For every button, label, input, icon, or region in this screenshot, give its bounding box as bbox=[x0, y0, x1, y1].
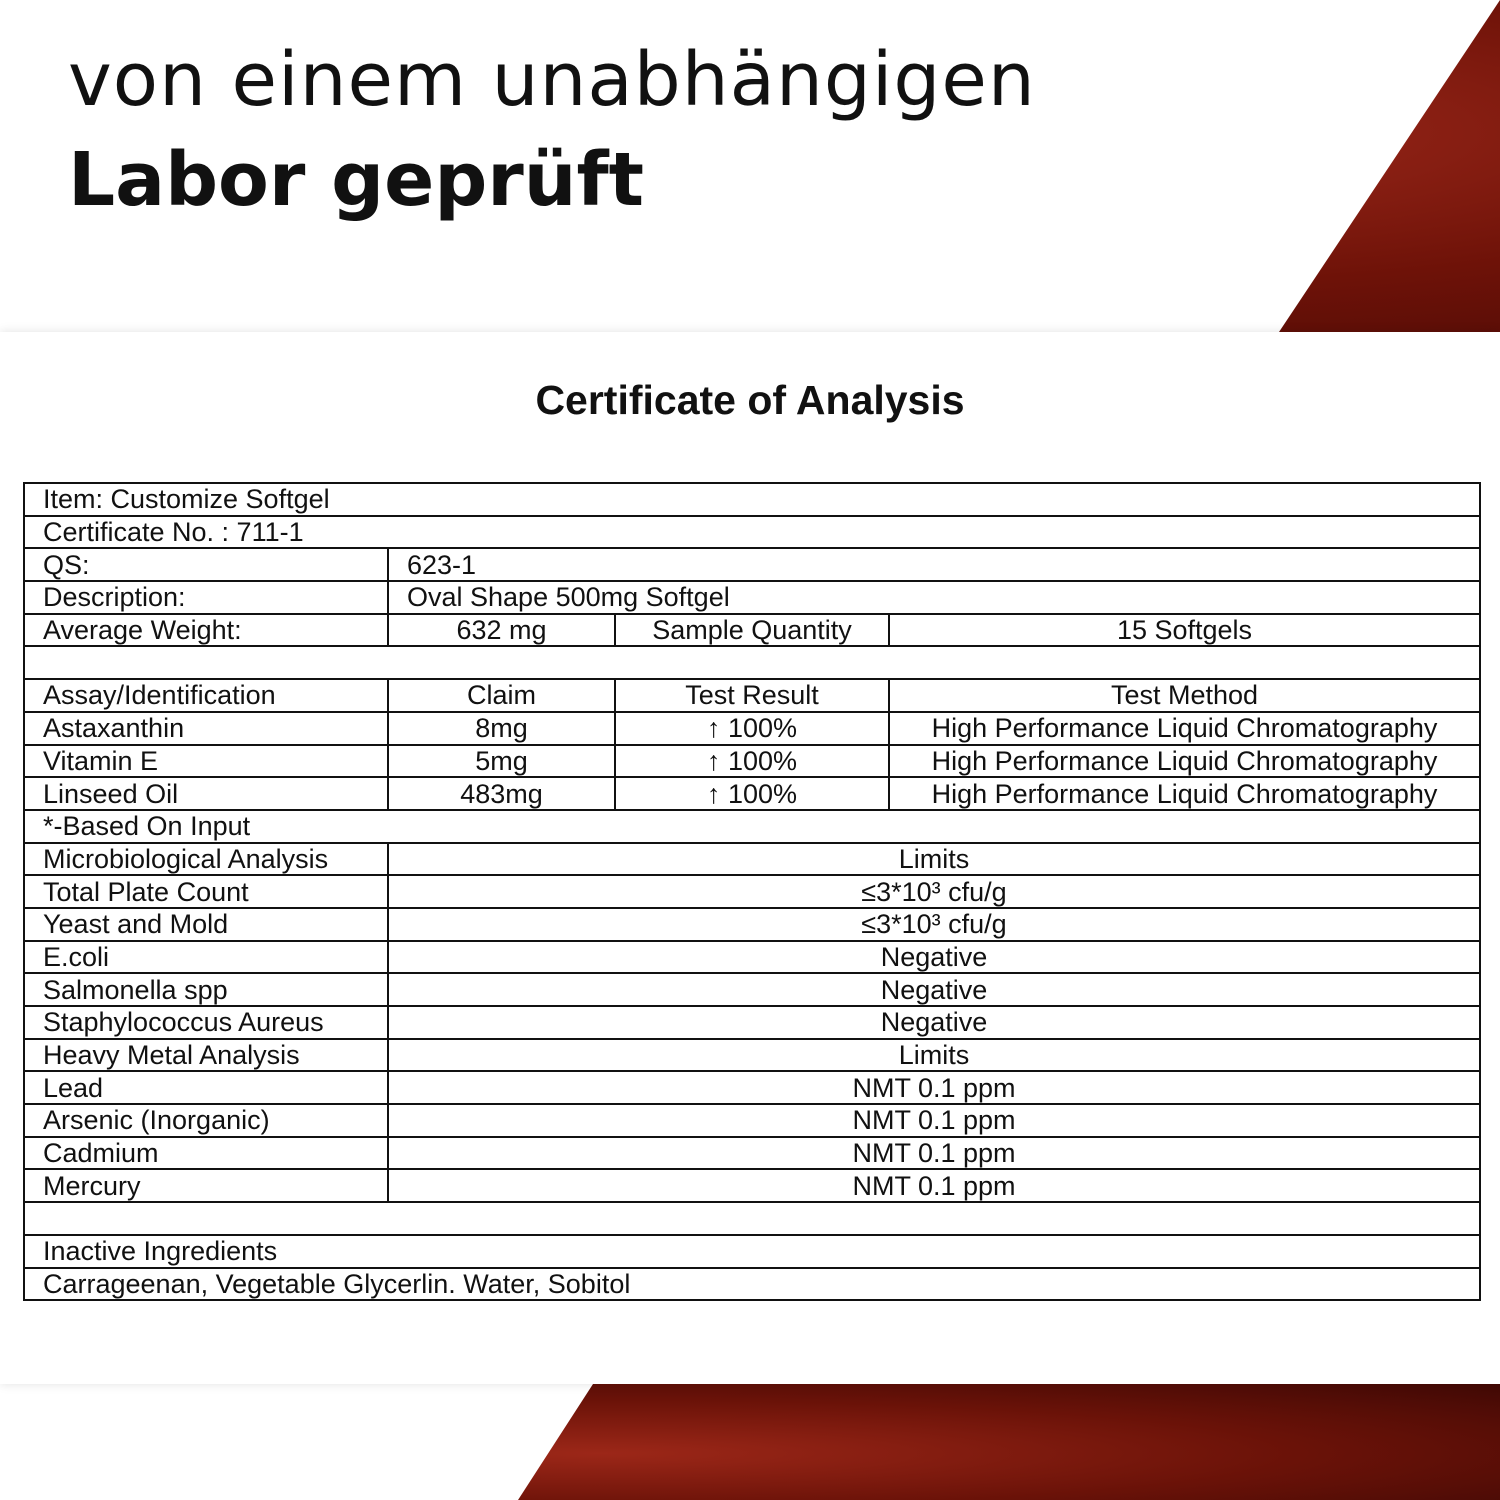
assay-method: High Performance Liquid Chromatography bbox=[889, 777, 1480, 810]
micro-label: Salmonella spp bbox=[24, 973, 388, 1006]
certificate-title: Certificate of Analysis bbox=[535, 377, 965, 423]
micro-header-row bbox=[24, 843, 1480, 876]
empty-cell bbox=[24, 646, 1480, 679]
claim-header: Claim bbox=[388, 679, 615, 712]
table-row bbox=[24, 712, 1480, 745]
spacer-row bbox=[24, 1202, 1480, 1235]
empty-cell bbox=[24, 1202, 1480, 1235]
micro-label: Staphylococcus Aureus bbox=[24, 1006, 388, 1039]
assay-method: High Performance Liquid Chromatography bbox=[889, 745, 1480, 778]
metal-label: Cadmium bbox=[24, 1137, 388, 1170]
assay-result: ↑ 100% bbox=[615, 777, 889, 810]
micro-header-value: Limits bbox=[388, 843, 1480, 876]
metal-header-row bbox=[24, 1039, 1480, 1072]
table-row bbox=[24, 483, 1480, 516]
assay-name: Linseed Oil bbox=[24, 777, 388, 810]
micro-value: Negative bbox=[388, 1006, 1480, 1039]
table-row bbox=[24, 777, 1480, 810]
table-row bbox=[24, 1235, 1480, 1268]
table-row bbox=[24, 548, 1480, 581]
assay-header: Assay/Identification bbox=[24, 679, 388, 712]
table-row bbox=[24, 941, 1480, 974]
metal-value: NMT 0.1 ppm bbox=[388, 1071, 1480, 1104]
micro-header-label: Microbiological Analysis bbox=[24, 843, 388, 876]
headline-line2: Labor geprüft bbox=[68, 137, 645, 223]
micro-value: Negative bbox=[388, 973, 1480, 1006]
item-cell: Item: Customize Softgel bbox=[24, 483, 1480, 516]
assay-claim: 483mg bbox=[388, 777, 615, 810]
inactive-ingredients-label: Inactive Ingredients bbox=[24, 1235, 1480, 1268]
spacer-row bbox=[24, 646, 1480, 679]
headline-line1: von einem unabhängigen bbox=[68, 37, 1036, 123]
metal-header-label: Heavy Metal Analysis bbox=[24, 1039, 388, 1072]
table-row bbox=[24, 973, 1480, 1006]
assay-claim: 8mg bbox=[388, 712, 615, 745]
assay-result: ↑ 100% bbox=[615, 712, 889, 745]
micro-value: ≤3*10³ cfu/g bbox=[388, 908, 1480, 941]
test-method-header: Test Method bbox=[889, 679, 1480, 712]
metal-label: Mercury bbox=[24, 1169, 388, 1202]
headline bbox=[68, 30, 1036, 230]
assay-claim: 5mg bbox=[388, 745, 615, 778]
table-row bbox=[24, 875, 1480, 908]
assay-header-row bbox=[24, 679, 1480, 712]
micro-label: E.coli bbox=[24, 941, 388, 974]
decorative-red-band-bottom bbox=[0, 1384, 1500, 1500]
table-row bbox=[24, 1071, 1480, 1104]
metal-label: Arsenic (Inorganic) bbox=[24, 1104, 388, 1137]
average-weight-value: 632 mg bbox=[388, 614, 615, 647]
table-row bbox=[24, 516, 1480, 549]
qs-label: QS: bbox=[24, 548, 388, 581]
table-row bbox=[24, 1268, 1480, 1301]
table-row bbox=[24, 1137, 1480, 1170]
sample-quantity-value: 15 Softgels bbox=[889, 614, 1480, 647]
qs-value: 623-1 bbox=[388, 548, 1480, 581]
table-row bbox=[24, 614, 1480, 647]
micro-label: Yeast and Mold bbox=[24, 908, 388, 941]
metal-value: NMT 0.1 ppm bbox=[388, 1169, 1480, 1202]
metal-value: NMT 0.1 ppm bbox=[388, 1104, 1480, 1137]
sample-quantity-label: Sample Quantity bbox=[615, 614, 889, 647]
metal-label: Lead bbox=[24, 1071, 388, 1104]
metal-value: NMT 0.1 ppm bbox=[388, 1137, 1480, 1170]
assay-name: Vitamin E bbox=[24, 745, 388, 778]
average-weight-label: Average Weight: bbox=[24, 614, 388, 647]
table-row bbox=[24, 1006, 1480, 1039]
micro-value: ≤3*10³ cfu/g bbox=[388, 875, 1480, 908]
based-on-input-note: *-Based On Input bbox=[24, 810, 1480, 843]
micro-label: Total Plate Count bbox=[24, 875, 388, 908]
certificate-table bbox=[23, 482, 1481, 1301]
assay-result: ↑ 100% bbox=[615, 745, 889, 778]
table-row bbox=[24, 1169, 1480, 1202]
assay-method: High Performance Liquid Chromatography bbox=[889, 712, 1480, 745]
metal-header-value: Limits bbox=[388, 1039, 1480, 1072]
certificate-number-cell: Certificate No. : 711-1 bbox=[24, 516, 1480, 549]
assay-name: Astaxanthin bbox=[24, 712, 388, 745]
test-result-header: Test Result bbox=[615, 679, 889, 712]
table-row bbox=[24, 1104, 1480, 1137]
description-label: Description: bbox=[24, 581, 388, 614]
table-row bbox=[24, 908, 1480, 941]
table-row bbox=[24, 581, 1480, 614]
table-row bbox=[24, 745, 1480, 778]
micro-value: Negative bbox=[388, 941, 1480, 974]
description-value: Oval Shape 500mg Softgel bbox=[388, 581, 1480, 614]
table-row bbox=[24, 810, 1480, 843]
inactive-ingredients-value: Carrageenan, Vegetable Glycerlin. Water, Sobitol bbox=[24, 1268, 1480, 1301]
